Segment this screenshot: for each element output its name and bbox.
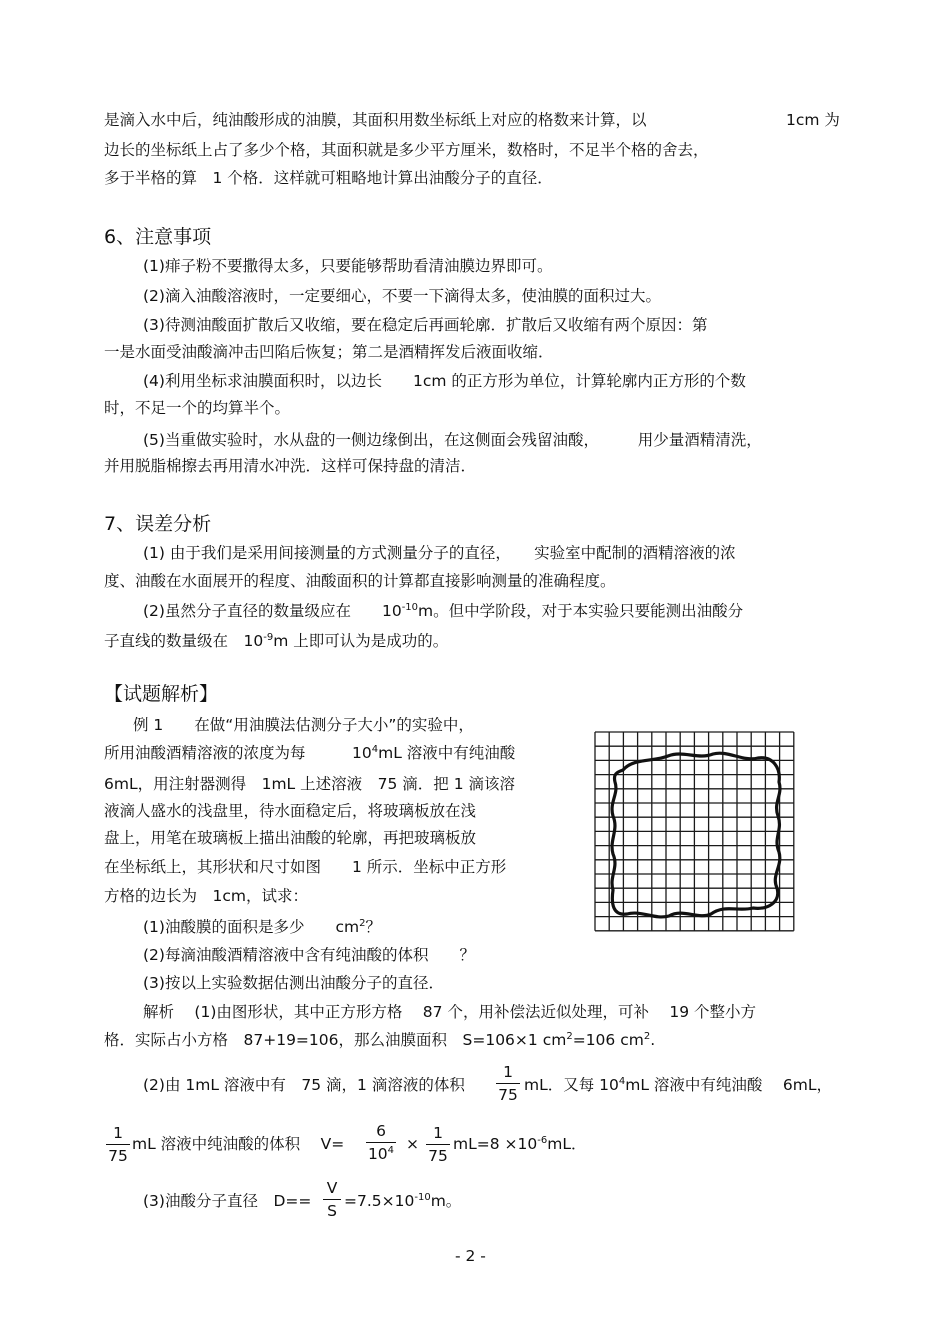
answer-2-suffix: mL．又每 $10^4mL$ 溶液中有纯油酸 6mL，: [524, 1076, 832, 1094]
answer-2b-result: $mL=8 \times 10^{-6}mL$．: [453, 1135, 587, 1153]
answer-3-result: $=7.5\times 10^{-10}m$。: [344, 1192, 462, 1210]
question-2: (2)每滴油酸酒精溶液中含有纯油酸的体积 ？: [143, 946, 475, 964]
s6-item-4a: (4)利用坐标求油膜面积时，以边长 1cm 的正方形为单位，计算轮廓内正方形的个数: [143, 372, 746, 390]
answer-2b-text: mL 溶液中纯油酸的体积 V=: [132, 1135, 345, 1153]
fraction-6-over-10e4: 6 $10^4$: [367, 1122, 395, 1163]
s7-item-1b: 度、油酸在水面展开的程度、油酸面积的计算都直接影响测量的准确程度。: [104, 572, 616, 590]
example-line-5: 盘上，用笔在玻璃板上描出油酸的轮廓，再把玻璃板放: [104, 829, 477, 847]
s7-item-2a: (2)虽然分子直径的数量级应在 $10^{-10}m$。但中学阶段，对于本实验只要能测出油酸分: [143, 602, 744, 620]
example-line-7: 方格的边长为 1cm，试求：: [104, 887, 308, 905]
intro-line-1a: 是滴入水中后，纯油酸形成的油膜，其面积用数坐标纸上对应的格数来计算，以: [104, 111, 647, 129]
oil-film-grid-figure: [583, 720, 811, 940]
section-6-heading: 6、注意事项: [104, 226, 212, 248]
s6-item-1: (1)痱子粉不要撒得太多，只要能够帮助看清油膜边界即可。: [143, 257, 553, 275]
s6-item-3a: (3)待测油酸面扩散后又收缩，要在稳定后再画轮廓．扩散后又收缩有两个原因：第: [143, 316, 708, 334]
fraction-1-75: 1 75: [496, 1063, 520, 1104]
s6-item-3b: 一是水面受油酸滴冲击凹陷后恢复；第二是酒精挥发后液面收缩．: [104, 343, 554, 361]
page-number: - 2 -: [455, 1247, 486, 1265]
section-7-heading: 7、误差分析: [104, 513, 212, 535]
question-1: (1)油酸膜的面积是多少 $cm^2$？: [143, 918, 381, 936]
intro-line-2: 边长的坐标纸上占了多少个格，其面积就是多少平方厘米，数格时，不足半个格的舍去，: [104, 141, 709, 159]
s6-item-2: (2)滴入油酸溶液时，一定要细心，不要一下滴得太多，使油膜的面积过大。: [143, 287, 661, 305]
answer-3-prefix: (3)油酸分子直径 D==: [143, 1192, 312, 1210]
fraction-4-75: 1 75: [426, 1124, 450, 1165]
example-line-6: 在坐标纸上，其形状和尺寸如图 1 所示．坐标中正方形: [104, 858, 507, 876]
example-line-1: 例 1 在做“用油膜法估测分子大小”的实验中，: [133, 716, 474, 734]
example-line-3: 6mL，用注射器测得 1mL 上述溶液 75 滴．把 1 滴该溶: [104, 775, 515, 793]
fraction-2-75: 1 75: [106, 1124, 130, 1165]
intro-line-3: 多于半格的算 1 个格．这样就可粗略地计算出油酸分子的直径．: [104, 169, 553, 187]
fraction-V-over-S: V S: [323, 1179, 341, 1220]
intro-line-1b: 1cm 为: [786, 111, 840, 129]
times-sign: ×: [406, 1135, 419, 1153]
analysis-heading: 【试题解析】: [104, 683, 219, 705]
s6-item-4b: 时，不足一个的均算半个。: [104, 399, 291, 417]
example-line-4: 液滴人盛水的浅盘里，待水面稳定后，将玻璃板放在浅: [104, 802, 477, 820]
answer-2-prefix: (2)由 1mL 溶液中有 75 滴，1 滴溶液的体积: [143, 1076, 465, 1094]
s7-item-1a: (1) 由于我们是采用间接测量的方式测量分子的直径， 实验室中配制的酒精溶液的浓: [143, 544, 736, 562]
answer-line-1: 解析 (1)由图形状，其中正方形方格 87 个，用补偿法近似处理，可补 19 个整小方: [143, 1003, 757, 1021]
s7-item-2b: 子直线的数量级在 $10^{-9}m$ 上即可认为是成功的。: [104, 632, 449, 650]
answer-line-2: 格．实际占小方格 87+19=106，那么油膜面积 S=106×1 $cm^2=106$ $cm^2$.: [104, 1031, 656, 1049]
s6-item-5a: (5)当重做实验时，水从盘的一侧边缘倒出，在这侧面会残留油酸， 用少量酒精清洗，: [143, 431, 762, 449]
s6-item-5b: 并用脱脂棉擦去再用清水冲洗．这样可保持盘的清洁．: [104, 457, 477, 475]
question-3: (3)按以上实验数据估测出油酸分子的直径．: [143, 974, 444, 992]
example-line-2: 所用油酸酒精溶液的浓度为每 $10^4mL$ 溶液中有纯油酸: [104, 744, 516, 762]
